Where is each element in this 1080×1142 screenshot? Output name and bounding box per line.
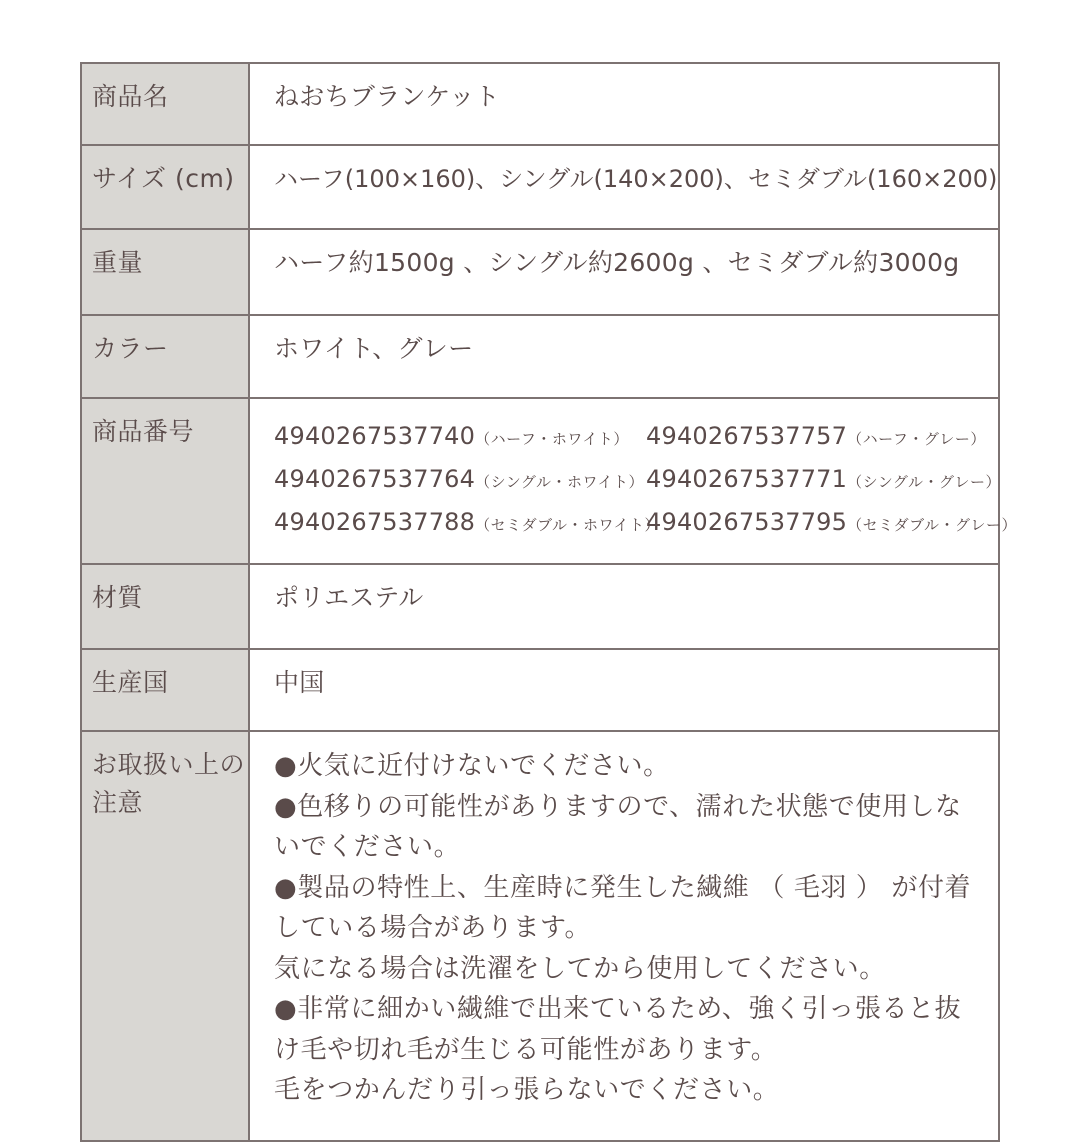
care-note-line: ●火気に近付けないでください。: [274, 751, 670, 781]
spec-row-origin: [81, 649, 999, 731]
origin-value: 中国: [249, 649, 999, 731]
product-code-value: [249, 398, 1018, 564]
spec-row-product-name: [81, 63, 999, 145]
product-code-item: [274, 417, 646, 458]
product-code-item: [646, 460, 1006, 501]
spec-row-weight: [81, 229, 999, 315]
product-code-number: 4940267537740: [274, 422, 476, 450]
care-notes-label: お取扱い上の注意: [81, 731, 249, 1141]
size-value: ハーフ(100×160)、シングル(140×200)、セミダブル(160×200): [249, 145, 999, 229]
product-code-item: [274, 460, 646, 501]
care-note-line: ●非常に細かい繊維で出来ているため、強く引っ張ると抜け毛や切れ毛が生じる可能性があります。: [274, 994, 962, 1065]
product-code-item: [646, 503, 1018, 544]
product-code-variant: （ハーフ・グレー）: [847, 430, 986, 448]
product-code-variant: （シングル・グレー）: [847, 473, 1001, 491]
spec-row-care-notes: [81, 731, 999, 1141]
color-label: カラー: [81, 315, 249, 398]
weight-label: 重量: [81, 229, 249, 315]
weight-value: ハーフ約1500g 、シングル約2600g 、セミダブル約3000g: [249, 229, 999, 315]
spec-row-product-code: [81, 398, 999, 564]
product-code-variant: （シングル・ホワイト）: [475, 473, 645, 491]
spec-row-material: [81, 564, 999, 649]
product-code-number: 4940267537788: [274, 508, 476, 536]
care-note-line: 毛をつかんだり引っ張らないでください。: [274, 1075, 780, 1105]
material-label: 材質: [81, 564, 249, 649]
care-notes-value: [249, 731, 999, 1141]
product-code-number: 4940267537764: [274, 465, 476, 493]
care-note-line: ●色移りの可能性がありますので、濡れた状態で使用しないでください。: [274, 791, 962, 862]
product-code-variant: （ハーフ・ホワイト）: [475, 430, 629, 448]
spec-row-size: [81, 145, 999, 229]
care-note-line: 気になる場合は洗濯をしてから使用してください。: [274, 953, 886, 984]
material-value: ポリエステル: [249, 564, 999, 649]
care-note-line: ●製品の特性上、生産時に発生した繊維 （ 毛羽 ） が付着している場合があります。: [274, 872, 972, 943]
color-value: ホワイト、グレー: [249, 315, 999, 398]
product-code-item: [646, 417, 1006, 458]
product-code-number: 4940267537757: [646, 422, 848, 450]
spec-row-color: [81, 315, 999, 398]
product-code-variant: （セミダブル・ホワイト）: [475, 516, 661, 534]
product-code-variant: （セミダブル・グレー）: [847, 516, 1018, 534]
product-name-value: ねおちブランケット: [249, 63, 999, 145]
product-name-label: 商品名: [81, 63, 249, 145]
product-code-grid: [274, 413, 1018, 544]
product-code-label: 商品番号: [81, 398, 249, 564]
product-code-number: 4940267537771: [646, 465, 848, 493]
size-label: サイズ (cm): [81, 145, 249, 229]
origin-label: 生産国: [81, 649, 249, 731]
product-code-item: [274, 503, 661, 544]
product-spec-table: [80, 62, 1018, 1142]
product-code-number: 4940267537795: [646, 508, 848, 536]
